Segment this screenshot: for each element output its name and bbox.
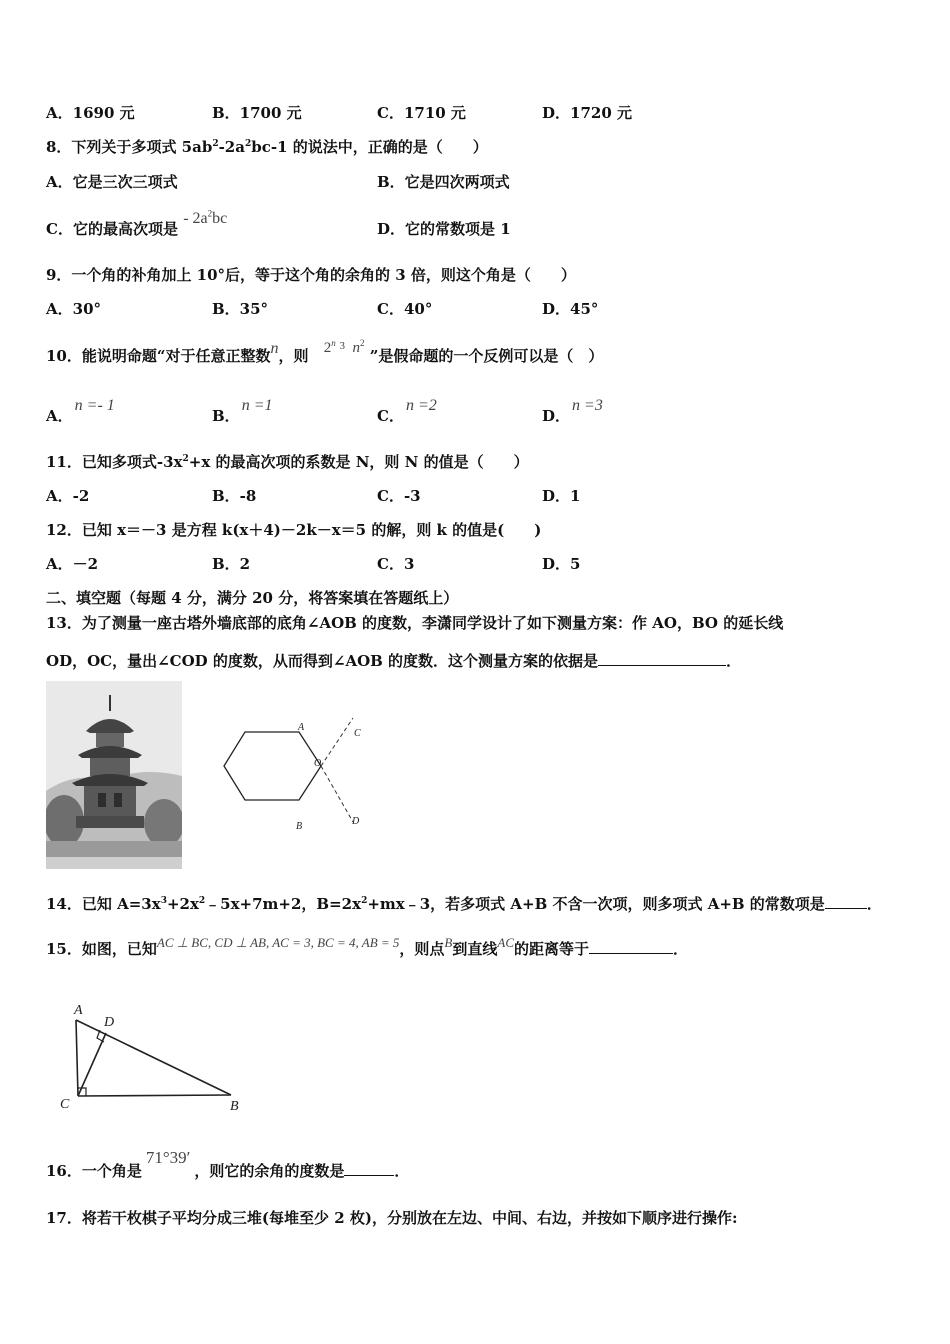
q11-option-b: B．-8 [212,487,257,505]
q15-stem: 15．如图，已知AC ⊥ BC, CD ⊥ AB, AC = 3, BC = 4, AB = 5，则点B到直线AC的距离等于 ． [46,935,689,958]
q12-option-c: C．3 [377,555,415,573]
q9-stem: 9．一个角的补角加上 10°后，等于这个角的余角的 3 倍，则这个角是（ ） [46,266,576,284]
label-b: B [296,821,303,832]
q12-option-a: A．－2 [46,555,99,573]
q10-option-b: B．n =1 [212,397,273,425]
q7-option-b: B．1700 元 [212,104,302,122]
q10-stem: 10．能说明命题“对于任意正整数n，则 2$^n$ $^3$ $n^2$ ”是假命题的一个反例可以是（ ） [46,338,604,365]
q9-option-a: A．30° [46,300,102,318]
label-a: A [298,722,305,733]
q9-option-c: C．40° [377,300,433,318]
q10-option-a: A．n =- 1 [46,397,115,425]
q9-option-b: B．35° [212,300,269,318]
q8-option-d: D．它的常数项是 1 [377,220,511,238]
label-d: D [104,1015,115,1030]
q12-stem: 12．已知 x＝－3 是方程 k(x＋4)－2k－x＝5 的解，则 k 的值是( ) [46,521,542,539]
q7-option-d: D．1720 元 [542,104,632,122]
q12-option-d: D．5 [542,555,581,573]
q11-option-c: C．-3 [377,487,421,505]
q13-stem-line2: OD，OC，量出∠COD 的度数，从而得到∠AOB 的度数．这个测量方案的依据是 ． [46,652,742,670]
q8-option-b: B．它是四次两项式 [377,173,510,191]
label-o: O [314,758,322,769]
q10-option-c: C．n =2 [377,397,437,425]
q11-option-a: A．-2 [46,487,90,505]
q8-option-a: A．它是三次三项式 [46,173,178,191]
q12-option-b: B．2 [212,555,251,573]
q8-stem: 8．下列关于多项式 $5ab^2-2a^2bc-1$ 的说法中，正确的是（ ） [46,138,488,156]
q16-stem: 16．一个角是71°39′，则它的余角的度数是 ． [46,1148,410,1180]
q7-option-c: C．1710 元 [377,104,466,122]
label-c: C [354,728,361,739]
label-b: B [230,1099,239,1114]
q14-stem: 14．已知 $A=3x^3+2x^2﹣5x+7m+2$，$B=2x^2+mx﹣3$，若多项式 A+B 不含一次项，则多项式 A+B 的常数项是 ． [46,895,882,913]
q11-stem: 11．已知多项式$-3x^2+x$ 的最高次项的系数是 N，则 N 的值是（ ） [46,453,529,471]
triangle-figure [56,998,256,1118]
q10-option-d: D．n =3 [542,397,603,425]
hexagon-figure [218,712,368,837]
label-c: C [60,1097,70,1112]
q13-stem-line1: 13．为了测量一座古塔外墙底部的底角∠AOB 的度数，李潇同学设计了如下测量方案：作 AO，BO 的延长线 [46,614,784,632]
pagoda-photo [46,681,182,869]
section-title-fill-in: 二、填空题（每题 4 分，满分 20 分，将答案填在答题纸上） [46,589,459,607]
q11-option-d: D．1 [542,487,581,505]
q8-option-c: C．它的最高次项是 - $2a^2bc$ [46,208,228,238]
q9-option-d: D．45° [542,300,599,318]
label-a: A [74,1003,83,1018]
q17-stem: 17．将若干枚棋子平均分成三堆(每堆至少 2 枚)，分别放在左边、中间、右边，并按如下顺序进行操作: [46,1209,738,1227]
label-d: D [352,816,360,827]
q7-option-a: A．1690 元 [46,104,135,122]
